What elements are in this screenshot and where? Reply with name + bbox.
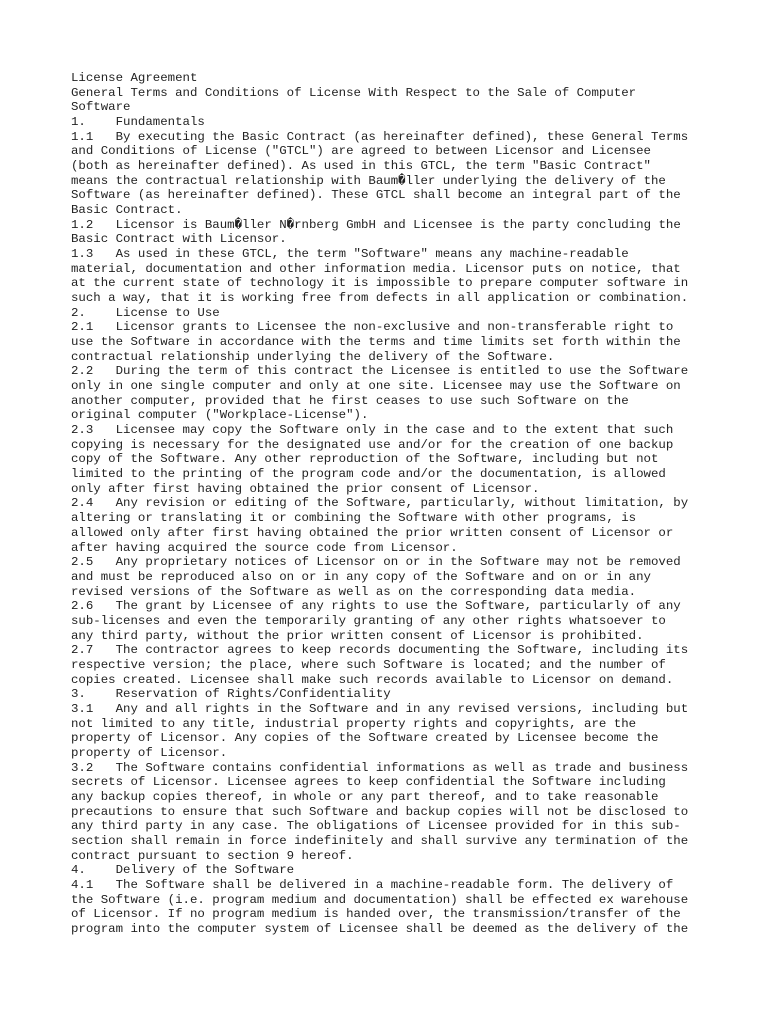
document-line: 2.7 The contractor agrees to keep records documenting the Software, including its	[71, 643, 689, 658]
document-line: 2. License to Use	[71, 305, 220, 320]
document-line: precautions to ensure that such Software and backup copies will not be disclosed to	[71, 804, 689, 819]
document-line: License Agreement	[71, 71, 198, 85]
document-line: secrets of Licensor. Licensee agrees to keep confidential the Software including	[71, 775, 666, 790]
document-line: material, documentation and other information media. Licensor puts on notice, that	[71, 261, 681, 276]
document-line: copies created. Licensee shall make such records available to Licensor on demand.	[71, 672, 674, 687]
document-line: Basic Contract with Licensor.	[71, 232, 287, 247]
document-line: program into the computer system of Licensee shall be deemed as the delivery of the	[71, 921, 689, 936]
document-line: (both as hereinafter defined). As used in this GTCL, the term "Basic Contract"	[71, 159, 651, 174]
document-line: means the contractual relationship with Baum�ller underlying the delivery of the	[71, 173, 666, 188]
document-line: contractual relationship underlying the delivery of the Software.	[71, 349, 555, 364]
document-line: and must be reproduced also on or in any copy of the Software and on or in any	[71, 569, 651, 584]
document-line: 4. Delivery of the Software	[71, 863, 295, 878]
document-line: General Terms and Conditions of License With Respect to the Sale of Computer	[71, 85, 637, 100]
document-line: 2.1 Licensor grants to Licensee the non-exclusive and non-transferable right to	[71, 320, 674, 335]
document-line: 1.3 As used in these GTCL, the term "Software" means any machine-readable	[71, 247, 629, 262]
document-line: 2.5 Any proprietary notices of Licensor on or in the Software may not be removed	[71, 555, 681, 570]
document-line: 2.2 During the term of this contract the Licensee is entitled to use the Software	[71, 364, 689, 379]
document-line: of Licensor. If no program medium is handed over, the transmission/transfer of the	[71, 907, 681, 922]
document-line: altering or translating it or combining the Software with other programs, is	[71, 511, 637, 526]
document-line: any third party, without the prior written consent of Licensor is prohibited.	[71, 628, 644, 643]
document-line: another computer, provided that he first ceases to use such Software on the	[71, 393, 629, 408]
document-line: respective version; the place, where such Software is located; and the number of	[71, 657, 666, 672]
document-line: after having acquired the source code from Licensor.	[71, 540, 458, 555]
document-line: use the Software in accordance with the terms and time limits set forth within the	[71, 335, 681, 350]
document-line: such a way, that it is working free from defects in all application or combination.	[71, 291, 689, 306]
document-line: Software	[71, 100, 131, 115]
document-line: 3. Reservation of Rights/Confidentiality	[71, 687, 391, 702]
license-agreement-text	[71, 71, 688, 937]
document-line: 2.6 The grant by Licensee of any rights to use the Software, particularly of any	[71, 599, 681, 614]
document-line: 3.2 The Software contains confidential informations as well as trade and business	[71, 760, 689, 775]
document-line: revised versions of the Software as well as on the corresponding data media.	[71, 584, 637, 599]
document-line: not limited to any title, industrial property rights and copyrights, are the	[71, 716, 637, 731]
document-line: any backup copies thereof, in whole or any part thereof, and to take reasonable	[71, 789, 659, 804]
document-line: only after first having obtained the prior consent of Licensor.	[71, 481, 540, 496]
document-line: 1.2 Licensor is Baum�ller N�rnberg GmbH and Licensee is the party concluding the	[71, 217, 681, 232]
document-line: 1.1 By executing the Basic Contract (as hereinafter defined), these General Terms	[71, 129, 689, 144]
document-line: 2.3 Licensee may copy the Software only in the case and to the extent that such	[71, 423, 674, 438]
document-line: limited to the printing of the program code and/or the documentation, is allowed	[71, 467, 666, 482]
document-line: only in one single computer and only at one site. Licensee may use the Software on	[71, 379, 681, 394]
document-line: Basic Contract.	[71, 203, 183, 218]
document-line: property of Licensor. Any copies of the Software created by Licensee become the	[71, 731, 659, 746]
document-line: any third party in any case. The obligations of Licensee provided for in this sub-	[71, 819, 681, 834]
document-line: at the current state of technology it is impossible to prepare computer software in	[71, 276, 689, 291]
document-line: contract pursuant to section 9 hereof.	[71, 848, 354, 863]
document-line: original computer ("Workplace-License").	[71, 408, 369, 423]
document-line: 3.1 Any and all rights in the Software and in any revised versions, including but	[71, 701, 689, 716]
document-line: copy of the Software. Any other reproduction of the Software, including but not	[71, 452, 659, 467]
document-line: section shall remain in force indefinitely and shall survive any termination of the	[71, 833, 689, 848]
document-line: the Software (i.e. program medium and documentation) shall be effected ex warehouse	[71, 892, 689, 907]
document-line: 4.1 The Software shall be delivered in a machine-readable form. The delivery of	[71, 877, 674, 892]
document-line: property of Licensor.	[71, 745, 228, 760]
document-line: copying is necessary for the designated use and/or for the creation of one backup	[71, 437, 674, 452]
document-line: allowed only after first having obtained the prior written consent of Licensor or	[71, 525, 674, 540]
document-line: sub-licenses and even the temporarily granting of any other rights whatsoever to	[71, 613, 666, 628]
document-line: Software (as hereinafter defined). These GTCL shall become an integral part of the	[71, 188, 681, 203]
document-line: and Conditions of License ("GTCL") are agreed to between Licensor and Licensee	[71, 144, 651, 159]
document-line: 2.4 Any revision or editing of the Software, particularly, without limitation, by	[71, 496, 689, 511]
document-line: 1. Fundamentals	[71, 115, 205, 130]
